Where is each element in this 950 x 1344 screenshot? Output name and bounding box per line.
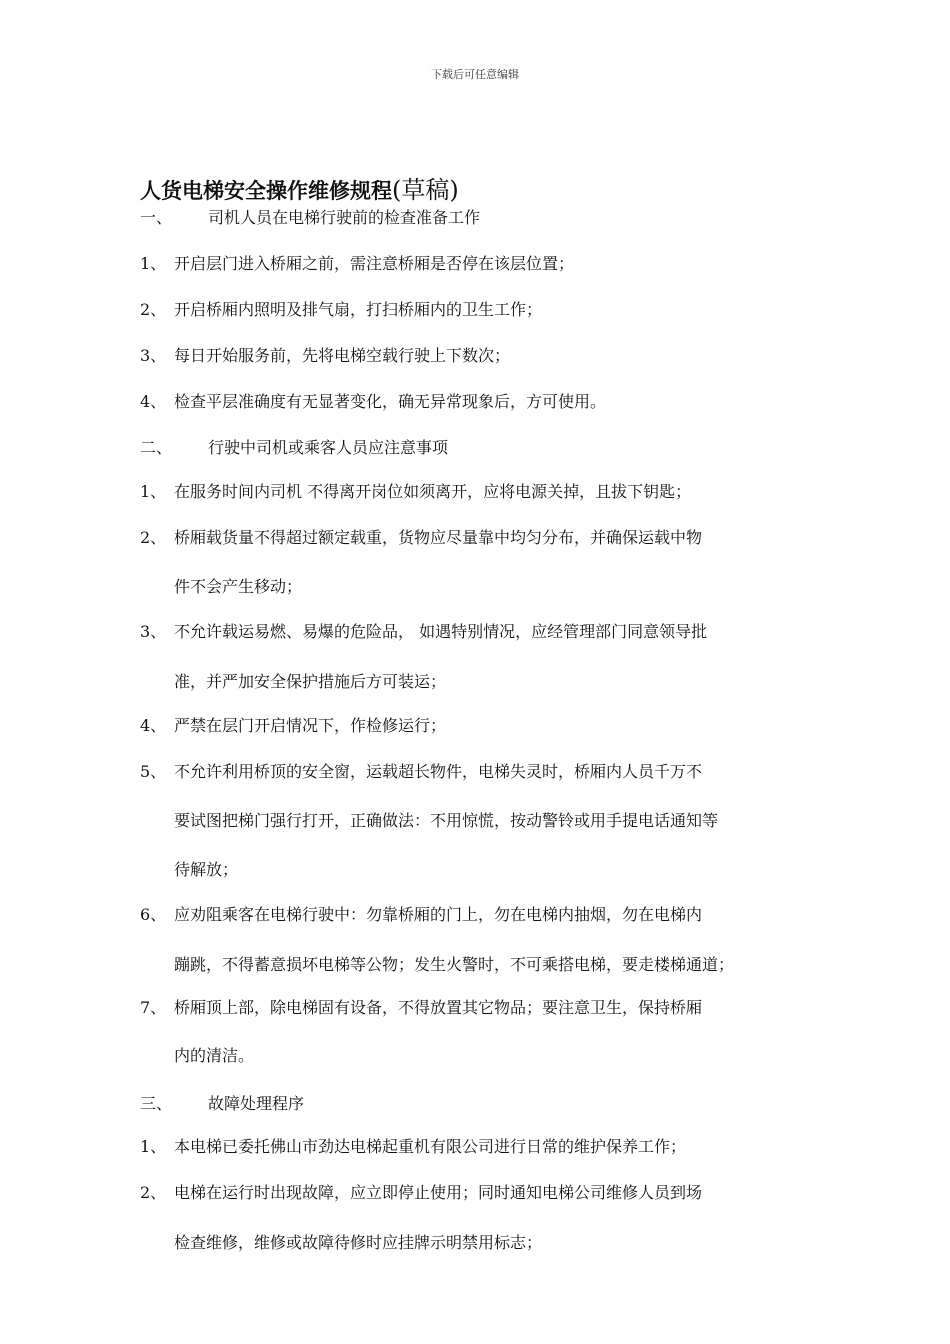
item-number: 4、: [140, 392, 167, 411]
list-item: [140, 300, 542, 320]
item-text: 每日开始服务前，先将电梯空载行驶上下数次；: [174, 346, 511, 365]
item-text: 桥厢顶上部，除电梯固有设备，不得放置其它物品；要注意卫生，保持桥厢: [174, 998, 703, 1017]
item-number: 5、: [140, 762, 167, 781]
section-heading: [140, 438, 448, 458]
list-item: [140, 482, 691, 502]
item-continuation: 蹦跳，不得蓄意损坏电梯等公物；发生火警时，不可乘搭电梯，要走楼梯通道；: [174, 955, 735, 974]
list-item: [140, 346, 510, 366]
item-number: 4、: [140, 716, 167, 735]
section-number: 三、: [140, 1094, 173, 1113]
item-text: 检查平层准确度有无显著变化，确无异常现象后，方可使用。: [174, 392, 607, 411]
title-text: 人货电梯安全操作维修规程: [140, 178, 392, 203]
list-item: [140, 1183, 702, 1203]
item-number: 1、: [140, 482, 167, 501]
list-item: [140, 762, 702, 782]
header-note: 下载后可任意编辑: [431, 68, 519, 81]
item-text: 不允许载运易燃、易爆的危险品， 如遇特别情况，应经管理部门同意领导批: [174, 622, 708, 641]
item-number: 1、: [140, 254, 167, 273]
section-heading-text: 行驶中司机或乘客人员应注意事项: [208, 438, 449, 457]
item-number: 3、: [140, 622, 167, 641]
item-number: 1、: [140, 1137, 167, 1156]
section-heading-text: 故障处理程序: [208, 1094, 305, 1113]
item-text: 本电梯已委托佛山市劲达电梯起重机有限公司进行日常的维护保养工作；: [174, 1137, 687, 1156]
item-text: 在服务时间内司机 不得离开岗位如须离开，应将电源关掉，且拔下钥匙；: [174, 482, 692, 501]
item-continuation: 件不会产生移动；: [174, 577, 303, 596]
section-number: 二、: [140, 438, 173, 457]
item-continuation: 要试图把梯门强行打开，正确做法：不用惊慌，按动警铃或用手提电话通知等: [174, 811, 719, 830]
item-number: 6、: [140, 905, 167, 924]
item-text: 应劝阻乘客在电梯行驶中：勿靠桥厢的门上，勿在电梯内抽烟，勿在电梯内: [174, 905, 703, 924]
title-draft-suffix: (草稿): [392, 176, 459, 204]
item-text: 严禁在层门开启情况下，作检修运行；: [174, 716, 447, 735]
item-number: 3、: [140, 346, 167, 365]
list-item: [140, 905, 702, 925]
item-text: 电梯在运行时出现故障，应立即停止使用；同时通知电梯公司维修人员到场: [174, 1183, 703, 1202]
section-heading: [140, 1094, 304, 1114]
section-heading: [140, 208, 480, 228]
item-text: 开启桥厢内照明及排气扇，打扫桥厢内的卫生工作；: [174, 300, 543, 319]
list-item: [140, 528, 702, 548]
item-text: 不允许利用桥顶的安全窗，运载超长物件，电梯失灵时，桥厢内人员千万不: [174, 762, 703, 781]
item-number: 2、: [140, 1183, 167, 1202]
item-continuation: 检查维修，维修或故障待修时应挂牌示明禁用标志；: [174, 1233, 543, 1252]
item-continuation: 内的清洁。: [174, 1046, 255, 1065]
item-text: 开启层门进入桥厢之前，需注意桥厢是否停在该层位置；: [174, 254, 575, 273]
list-item: [140, 1137, 686, 1157]
section-number: 一、: [140, 208, 173, 227]
list-item: [140, 998, 702, 1018]
list-item: [140, 716, 446, 736]
list-item: [140, 622, 707, 642]
list-item: [140, 392, 606, 412]
item-number: 2、: [140, 300, 167, 319]
item-number: 2、: [140, 528, 167, 547]
list-item: [140, 254, 574, 274]
item-continuation: 待解放；: [174, 860, 239, 879]
section-heading-text: 司机人员在电梯行驶前的检查准备工作: [208, 208, 481, 227]
document-title: [140, 170, 459, 205]
item-continuation: 准，并严加安全保护措施后方可装运；: [174, 672, 447, 691]
item-text: 桥厢载货量不得超过额定载重，货物应尽量靠中均匀分布，并确保运载中物: [174, 528, 703, 547]
item-number: 7、: [140, 998, 167, 1017]
